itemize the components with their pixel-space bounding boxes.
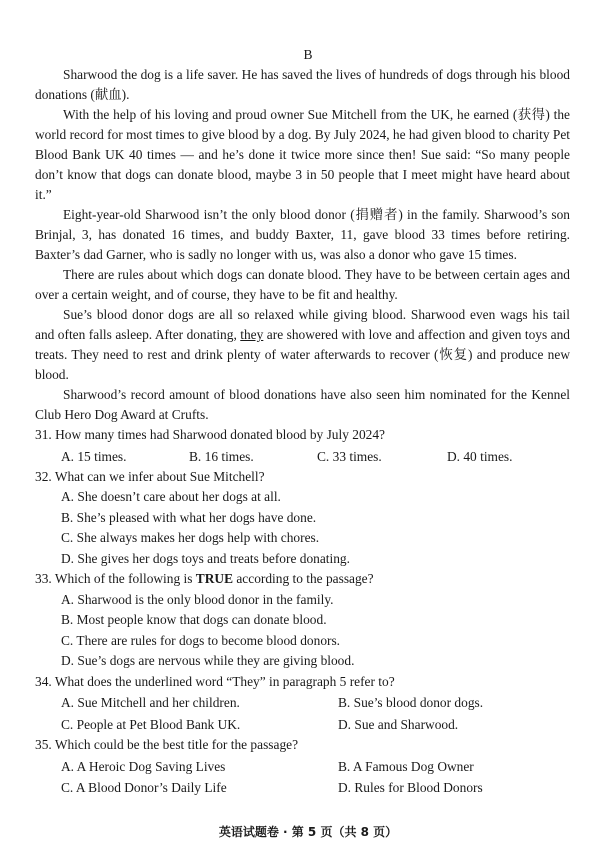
question-33 xyxy=(35,569,570,672)
passage-paragraph-4: There are rules about which dogs can donate blood. They have to be between certain ages and over a certain weight, and of course, they have to be fit and healthy. xyxy=(35,267,570,302)
q31-option-d: D. 40 times. xyxy=(447,448,513,464)
question-35-options xyxy=(35,756,570,799)
reading-content xyxy=(35,65,570,799)
question-31 xyxy=(35,425,570,467)
question-34 xyxy=(35,672,570,736)
page-footer: 英语试题卷 · 第 5 页（共 8 页） xyxy=(218,825,398,839)
q35-option-b: B. A Famous Dog Owner xyxy=(338,758,474,774)
question-34-options xyxy=(35,692,570,735)
passage-paragraph-3: Eight-year-old Sharwood isn’t the only blood donor (捐赠者) in the family. Sharwood’s son Brinjal, 3, has donated 16 times, and buddy Baxter, 11, gave blood 33 times before retiring. Baxter’s dad Garner, who is sadly no longer with us, was also a donor who gave 15 times. xyxy=(35,207,570,262)
question-34-stem: 34. What does the underlined word “They” in paragraph 5 refer to? xyxy=(35,673,395,689)
q31-option-c: C. 33 times. xyxy=(317,448,382,464)
question-35 xyxy=(35,735,570,799)
underlined-word-they: they xyxy=(240,327,264,342)
question-32 xyxy=(35,467,570,570)
q35-option-a: A. A Heroic Dog Saving Lives xyxy=(61,758,226,774)
question-31-stem: 31. How many times had Sharwood donated blood by July 2024? xyxy=(35,427,385,442)
q33-stem-after: according to the passage? xyxy=(233,571,374,586)
q31-option-b: B. 16 times. xyxy=(189,448,254,464)
q32-option-b: B. She’s pleased with what her dogs have done. xyxy=(61,509,317,525)
q33-stem-before: 33. Which of the following is xyxy=(35,571,196,586)
question-31-options xyxy=(35,446,570,467)
q31-option-a: A. 15 times. xyxy=(61,448,127,464)
q33-option-d: D. Sue’s dogs are nervous while they are giving blood. xyxy=(61,653,355,668)
q35-option-c: C. A Blood Donor’s Daily Life xyxy=(61,780,227,795)
q32-option-d: D. She gives her dogs toys and treats before donating. xyxy=(61,550,350,566)
question-33-stem xyxy=(35,569,570,590)
q33-option-a: A. Sharwood is the only blood donor in the family. xyxy=(61,591,334,607)
q34-option-b: B. Sue’s blood donor dogs. xyxy=(338,695,484,710)
q34-option-c: C. People at Pet Blood Bank UK. xyxy=(61,716,241,732)
p5-text-before: Sue’s blood donor dogs are all so relaxed while giving blood. Sharwood even wags his tail and often falls asleep. After donating, xyxy=(35,307,570,342)
passage-paragraph-5 xyxy=(35,305,570,385)
q34-option-d: D. Sue and Sharwood. xyxy=(338,716,459,732)
question-35-stem: 35. Which could be the best title for the passage? xyxy=(35,737,299,752)
q33-option-b: B. Most people know that dogs can donate blood. xyxy=(61,612,327,627)
q35-option-d: D. Rules for Blood Donors xyxy=(338,780,483,795)
passage xyxy=(35,65,570,425)
q33-stem-bold: TRUE xyxy=(195,571,234,586)
section-letter: B xyxy=(303,47,313,62)
q32-option-c: C. She always makes her dogs help with chores. xyxy=(61,530,320,545)
question-32-stem: 32. What can we infer about Sue Mitchell? xyxy=(35,468,265,484)
p5-text-after: are showered with love and affection and given toys and treats. They need to rest and drink plenty of water afterwards to recover (恢复) and produce new blood. xyxy=(35,327,570,382)
passage-paragraph-2: With the help of his loving and proud owner Sue Mitchell from the UK, he earned (获得) the world record for most times to give blood by a dog. By July 2024, he had given blood to charity Pet Blood Bank UK 40 times — and he’s done it twice more since then! Sue said: “So many people don’t know that dogs can donate blood, maybe 3 in 50 people that I meet might have heard about it.” xyxy=(35,107,570,202)
passage-paragraph-6: Sharwood’s record amount of blood donations have also seen him nominated for the Kennel Club Hero Dog Award at Crufts. xyxy=(35,387,570,422)
q34-option-a: A. Sue Mitchell and her children. xyxy=(61,695,240,710)
q33-option-c: C. There are rules for dogs to become blood donors. xyxy=(61,632,341,648)
q32-option-a: A. She doesn’t care about her dogs at all. xyxy=(61,489,281,504)
passage-paragraph-1: Sharwood the dog is a life saver. He has saved the lives of hundreds of dogs through his blood donations (献血). xyxy=(35,67,570,102)
